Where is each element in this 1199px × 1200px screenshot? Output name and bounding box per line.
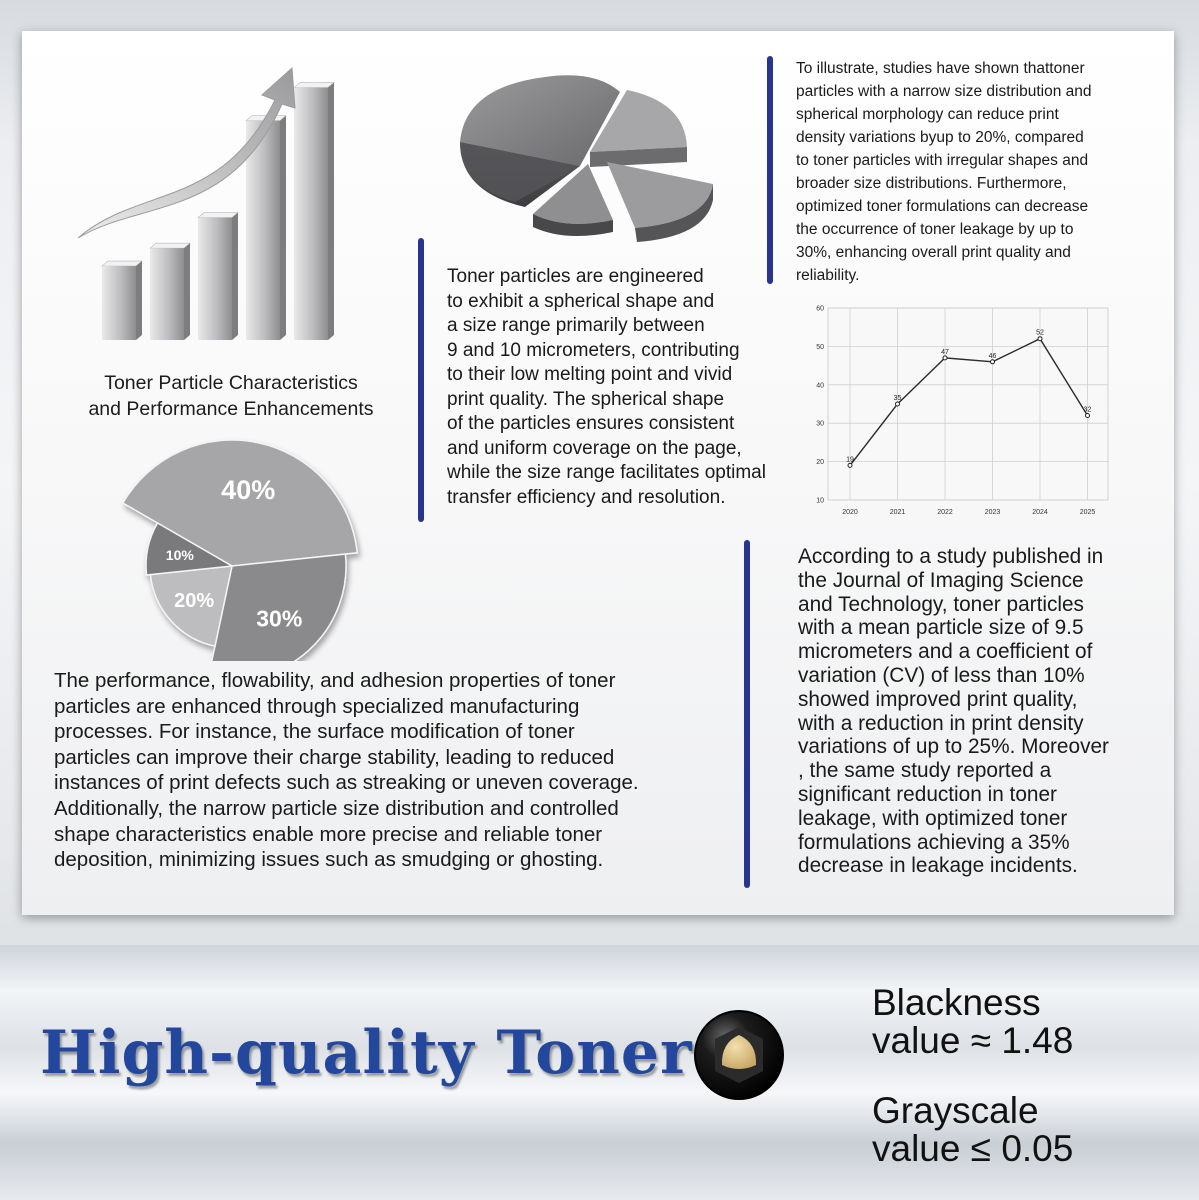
y-tick-label: 20: [816, 459, 824, 467]
data-label: 52: [1036, 329, 1044, 337]
bar-side: [136, 261, 142, 340]
data-label: 47: [941, 348, 949, 356]
trend-line-chart: [800, 298, 1120, 523]
banner-headline: High-quality Toner: [40, 1018, 693, 1088]
y-tick-label: 40: [816, 382, 824, 390]
bar: [294, 88, 328, 340]
x-tick-label: 2024: [1032, 509, 1048, 516]
bar-side: [280, 116, 286, 340]
data-point: [991, 360, 995, 364]
bar-top: [294, 83, 334, 88]
x-tick-label: 2021: [889, 509, 906, 516]
grayscale-spec: Grayscale value ≤ 0.05: [872, 1090, 1074, 1169]
data-label: 32: [1083, 406, 1092, 414]
data-point: [1038, 337, 1042, 341]
bar-side: [328, 83, 334, 340]
toner-particle-cross-section-icon: [693, 1009, 785, 1101]
growth-arrow-bars-icon: [70, 60, 340, 350]
x-tick-label: 2020: [842, 509, 858, 516]
data-label: 35: [893, 395, 902, 402]
bar: [150, 248, 184, 340]
data-label: 46: [988, 352, 997, 360]
pie-slice-label: 10%: [165, 546, 194, 563]
bar-top: [198, 213, 238, 218]
infographic-title: Toner Particle Characteristics and Performance Enhancements: [88, 372, 374, 420]
plot-area: [828, 308, 1108, 500]
y-tick-label: 30: [816, 420, 824, 428]
pie-slice-label: 20%: [174, 590, 215, 612]
data-point: [896, 402, 900, 406]
accent-divider: [744, 540, 750, 888]
x-tick-label: 2022: [937, 509, 953, 516]
blackness-spec: Blackness value ≈ 1.48: [872, 982, 1074, 1061]
bar: [198, 218, 232, 340]
data-label: 19: [846, 456, 854, 464]
data-point: [943, 356, 947, 360]
accent-divider: [418, 238, 424, 522]
data-point: [848, 463, 852, 467]
y-tick-label: 10: [816, 497, 824, 505]
bar-side: [184, 243, 190, 340]
x-tick-label: 2023: [984, 509, 1001, 516]
bar-side: [232, 213, 238, 340]
pie-slice-label: 40%: [221, 475, 276, 505]
bottom-left-paragraph: The performance, flowability, and adhesion properties of toner particles are enhanced through specialized manufacturing processes. For instance, the surface modification of toner particles can improve their charge stability, leading to reduced instances of print defects such as streaking or uneven coverage. Additionally, the narrow particle size distribution and controlled shape characteristics enable more precise and reliable toner deposition, minimizing issues such as smudging or ghosting.: [54, 669, 639, 872]
bar-top: [150, 243, 190, 248]
y-tick-label: 60: [816, 305, 824, 313]
data-point: [1086, 414, 1090, 418]
x-tick-label: 2025: [1079, 509, 1096, 516]
accent-divider: [767, 56, 773, 284]
bar: [102, 266, 136, 340]
y-tick-label: 50: [816, 343, 824, 351]
pie-slice-label: 30%: [256, 605, 303, 632]
top-right-paragraph: To illustrate, studies have shown thattoner particles with a narrow size distribution and spherical morphology can reduce print density variations byup to 20%, compared to toner particles with irregular shapes and broader size distributions. Furthermore, optimized toner formulations can decrease the occurrence of toner leakage by up to 30%, enhancing overall print quality and reliability.: [796, 60, 1092, 284]
exploded-pie-3d-icon: [455, 62, 730, 242]
bar-top: [102, 261, 142, 266]
bottom-right-paragraph: According to a study published in the Journal of Imaging Science and Technology, toner particles with a mean particle size of 9.5 micrometers and a coefficient of variation (CV) of less than 10% showed improved print quality, with a reduction in print density variations of up to 25%. Moreover , the same study reported a significant reduction in toner leakage, with optimized toner formulations achieving a 35% decrease in leakage incidents.: [798, 545, 1109, 878]
percentage-pie-chart: [110, 436, 370, 661]
center-paragraph: Toner particles are engineered to exhibit a spherical shape and a size range primarily between 9 and 10 micrometers, contributing to their low melting point and vivid print quality. The spherical shape of the particles ensures consistent and uniform coverage on the page, while the size range facilitates optimal transfer efficiency and resolution.: [447, 266, 766, 508]
